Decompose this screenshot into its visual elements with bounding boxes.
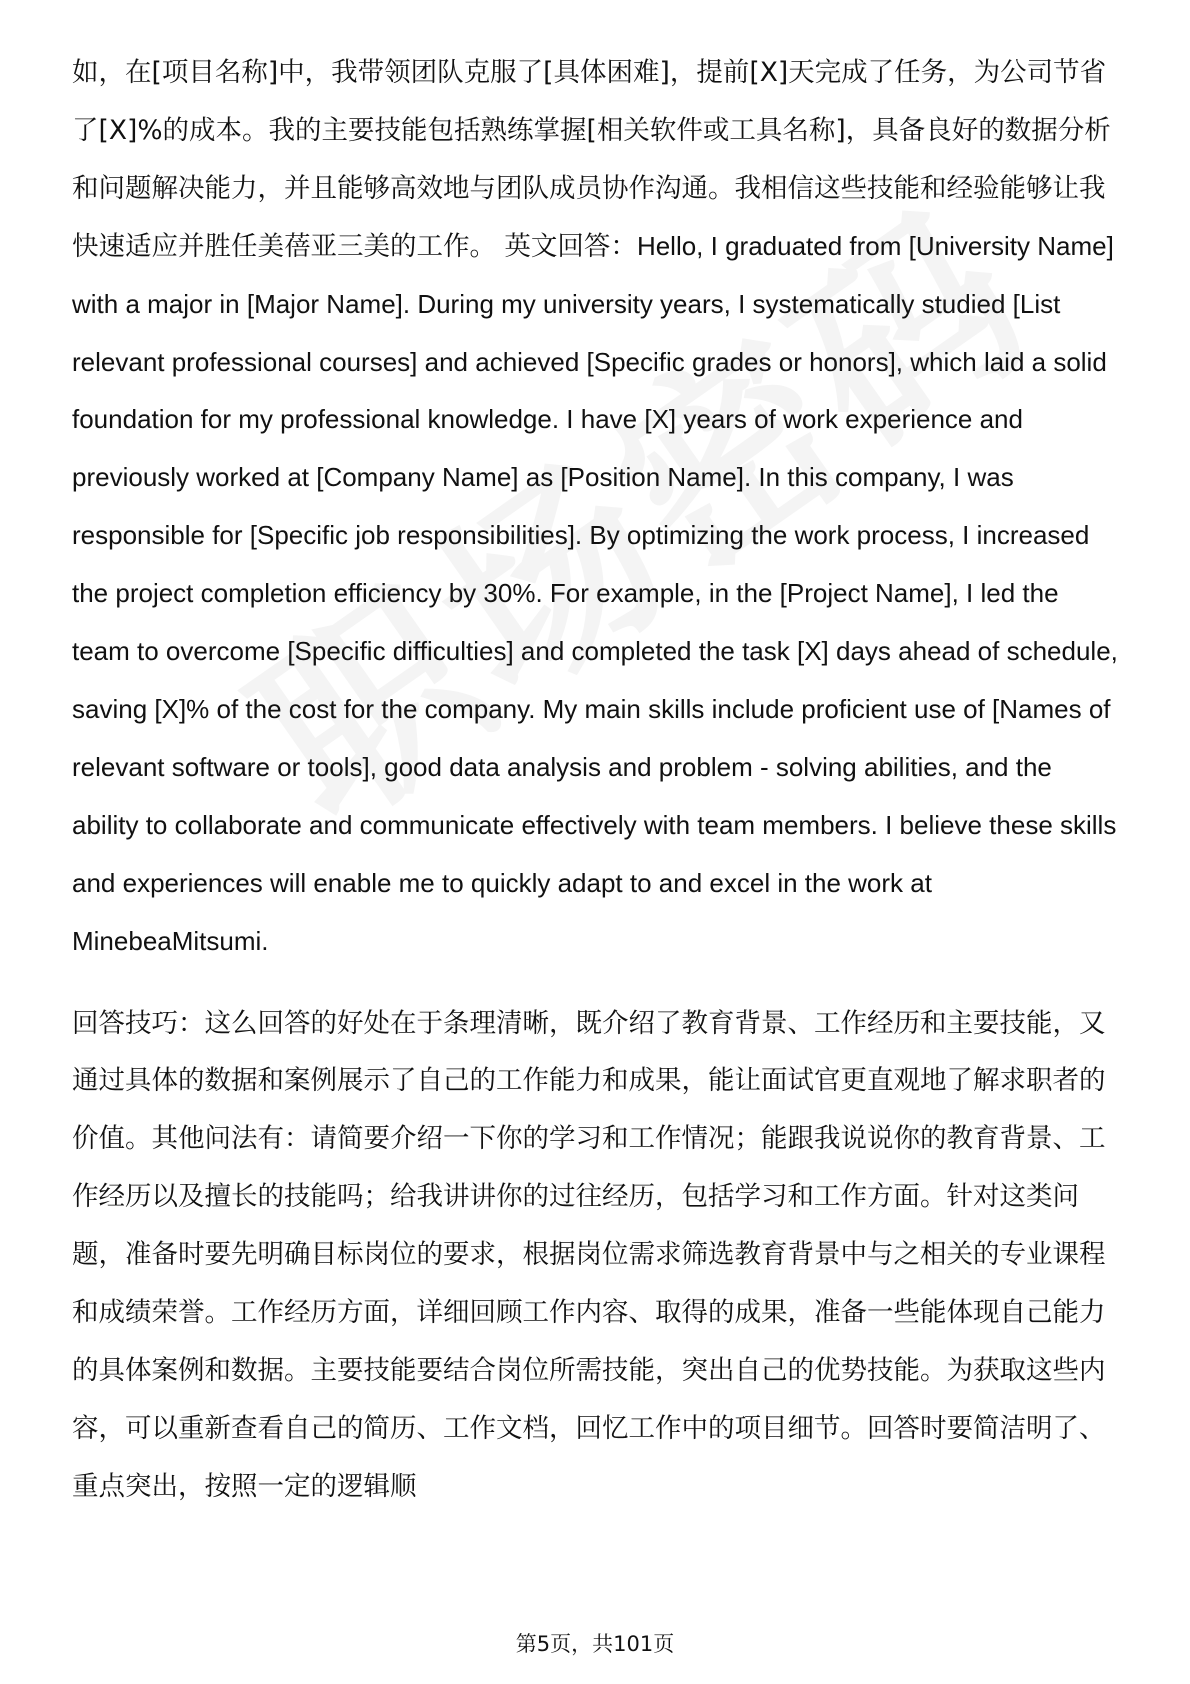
answer-paragraph: [72, 44, 1122, 971]
paragraph-spacer: [72, 971, 1122, 995]
english-answer-text: Hello, I graduated from [University Name] with a major in [Major Name]. During my university years, I systematically studied [List relevant professional courses] and achieved [Specific grades or honors], which laid a solid foundation for my professional knowledge. I have [X] years of work experience and previously worked at [Company Name] as [Position Name]. In this company, I was responsible for [Specific job responsibilities]. By optimizing the work process, I increased the project completion efficiency by 30%. For example, in the [Project Name], I led the team to overcome [Specific difficulties] and completed the task [X] days ahead of schedule, saving [X]% of the cost for the company. My main skills include proficient use of [Names of relevant software or tools], good data analysis and problem - solving abilities, and the ability to collaborate and communicate effectively with team members. I believe these skills and experiences will enable me to quickly adapt to and excel in the work at MinebeaMitsumi.: [72, 230, 1118, 956]
answer-tips-paragraph: 回答技巧：这么回答的好处在于条理清晰，既介绍了教育背景、工作经历和主要技能，又通过具体的数据和案例展示了自己的工作能力和成果，能让面试官更直观地了解求职者的价值。其他问法有：请简要介绍一下你的学习和工作情况；能跟我说说你的教育背景、工作经历以及擅长的技能吗；给我讲讲你的过往经历，包括学习和工作方面。针对这类问题，准备时要先明确目标岗位的要求，根据岗位需求筛选教育背景中与之相关的专业课程和成绩荣誉。工作经历方面，详细回顾工作内容、取得的成果，准备一些能体现自己能力的具体案例和数据。主要技能要结合岗位所需技能，突出自己的优势技能。为获取这些内容，可以重新查看自己的简历、工作文档，回忆工作中的项目细节。回答时要简洁明了、重点突出，按照一定的逻辑顺: [72, 1007, 1106, 1502]
page-number: 第5页，共101页: [515, 1632, 675, 1656]
chinese-answer-text: 如，在[项目名称]中，我带领团队克服了[具体困难]，提前[X]天完成了任务，为公司节省了[X]%的成本。我的主要技能包括熟练掌握[相关软件或工具名称]，具备良好的数据分析和问题解决能力，并且能够高效地与团队成员协作沟通。我相信这些技能和经验能够让我快速适应并胜任美蓓亚三美的工作。 英文回答：: [72, 57, 1111, 262]
document-body: [72, 44, 1122, 1516]
